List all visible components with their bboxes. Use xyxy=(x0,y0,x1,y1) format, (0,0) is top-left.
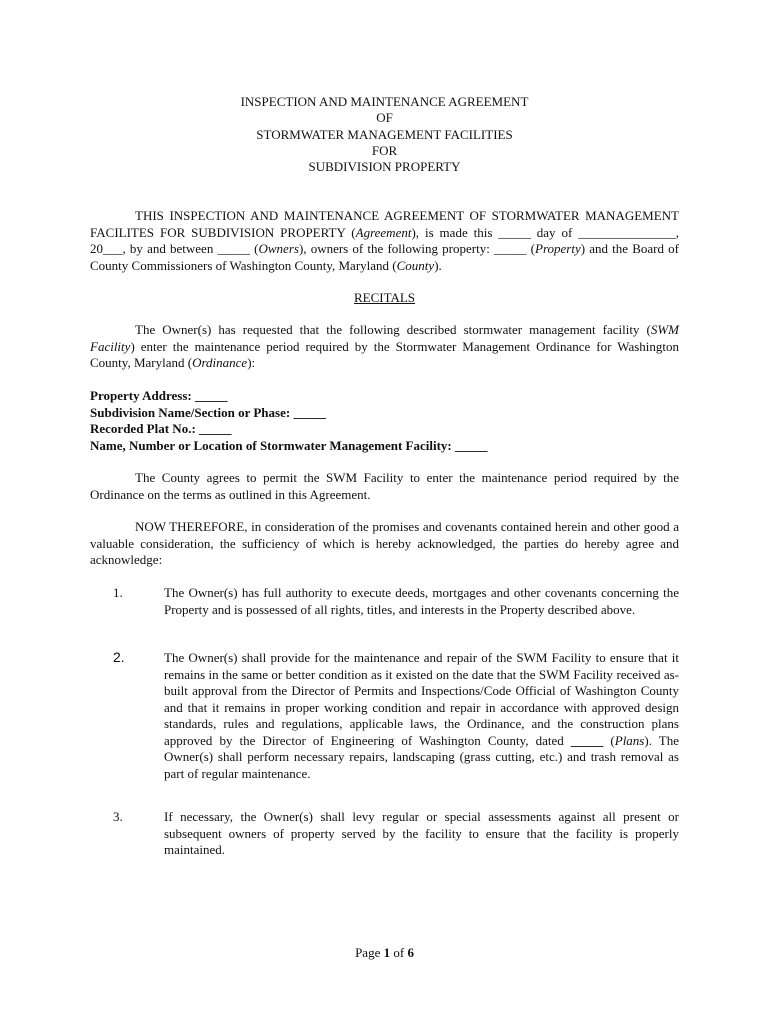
property-fields xyxy=(90,388,679,454)
title-line: OF xyxy=(376,110,393,126)
intro-paragraph: THIS INSPECTION AND MAINTENANCE AGREEMENT OF STORMWATER MANAGEMENT FACILITES FOR SUBDIVISION PROPERTY (Agreement), is made this _____ day of _______________, 20___, by and between _____ (Owners), owners of the following property: _____ (Property) and the Board of County Commissioners of Washington County, Maryland (County). xyxy=(90,208,679,273)
title-line: INSPECTION AND MAINTENANCE AGREEMENT xyxy=(240,94,529,109)
item-1-text: The Owner(s) has full authority to execute deeds, mortgages and other covenants concerning the Property and is possessed of all rights, titles, and interests in the Property described above. xyxy=(164,585,679,617)
subdivision-field: Subdivision Name/Section or Phase: _____ xyxy=(90,404,326,420)
item-number: 2. xyxy=(113,649,125,665)
recital-paragraph-2: The County agrees to permit the SWM Facility to enter the maintenance period required by the Ordinance on the terms as outlined in this Agreement. xyxy=(90,470,679,502)
page-footer: Page 1 of 6 xyxy=(355,945,414,960)
recitals-heading: RECITALS xyxy=(353,290,416,305)
item-number: 3. xyxy=(113,809,123,824)
recorded-plat-field: Recorded Plat No.: _____ xyxy=(90,421,232,436)
item-2-text: The Owner(s) shall provide for the maintenance and repair of the SWM Facility to ensure that it remains in the same or better condition as it existed on the date that the SWM Facility received as-built approval from the Director of Permits and Inspections/Code Official of Washington County and that it remains in proper working condition and repair in accordance with approved design standards, rules and regulations, applicable laws, the Ordinance, and the construction plans approved by the Director of Engineering of Washington County, dated _____ (Plans). The Owner(s) shall perform necessary repairs, landscaping (grass cutting, etc.) and trash removal as part of regular maintenance. xyxy=(164,650,679,781)
facility-location-field: Name, Number or Location of Stormwater Management Facility: _____ xyxy=(90,437,488,453)
page-number: 1 xyxy=(383,945,391,960)
document-title xyxy=(90,94,679,175)
title-line: FOR xyxy=(371,142,398,158)
page-total: 6 xyxy=(407,945,414,960)
title-line: SUBDIVISION PROPERTY xyxy=(308,159,461,175)
recital-paragraph-3: NOW THEREFORE, in consideration of the promises and covenants contained herein and other good a valuable consideration, the sufficiency of which is hereby acknowledged, the parties do hereby agree and acknowledge: xyxy=(90,519,679,567)
item-3-text: If necessary, the Owner(s) shall levy regular or special assessments against all present or subsequent owners of property served by the facility to ensure that the facility is properly maintained. xyxy=(164,809,679,857)
property-address-field: Property Address: _____ xyxy=(90,388,228,403)
recital-paragraph-1: The Owner(s) has requested that the following described stormwater management facility (SWM Facility) enter the maintenance period required by the Stormwater Management Ordinance for Washington County, Maryland (Ordinance): xyxy=(90,322,679,370)
title-line: STORMWATER MANAGEMENT FACILITIES xyxy=(256,126,513,142)
item-number: 1. xyxy=(113,585,123,600)
